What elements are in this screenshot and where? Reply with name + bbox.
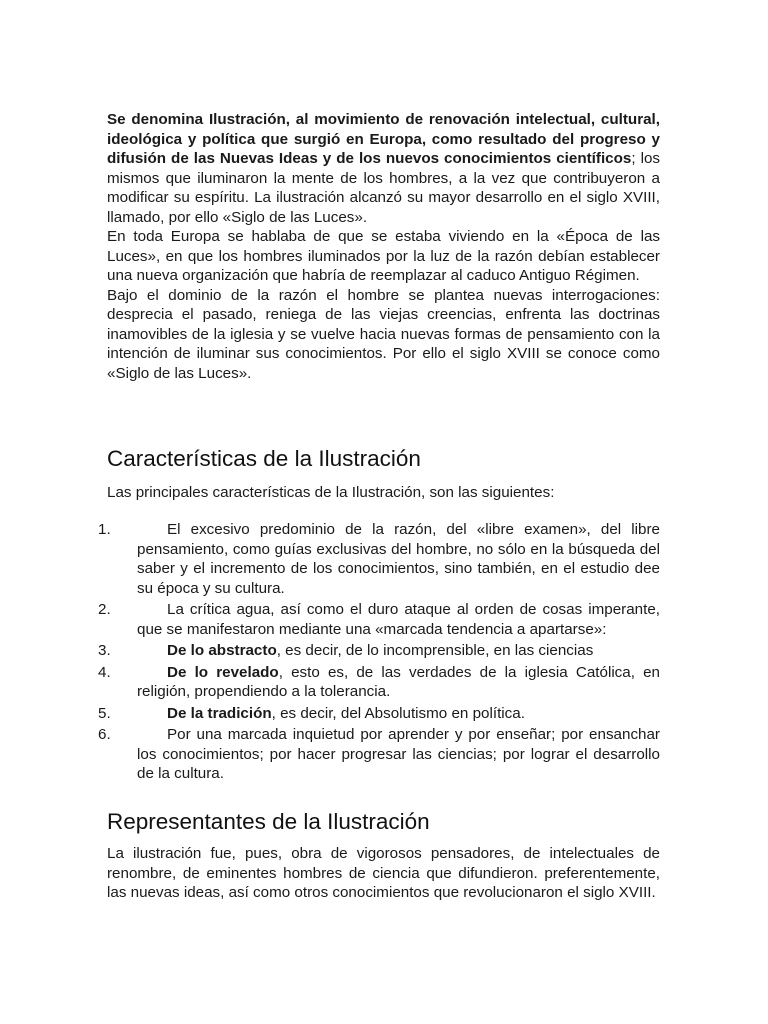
- list-item-text: Por una marcada inquietud por aprender y por enseñar; por ensanchar los conocimientos; por hacer progresar las ciencias; por lograr el desarrollo de la cultura.: [137, 726, 660, 782]
- list-item-text: , es decir, de lo incomprensible, en las ciencias: [276, 642, 594, 659]
- section-heading-representantes: Representantes de la Ilustración: [107, 809, 430, 834]
- list-item-bold-lead: De la tradición: [167, 704, 272, 722]
- list-item: [98, 600, 660, 639]
- intro-paragraph-3: Bajo el dominio de la razón el hombre se plantea nuevas interrogaciones: desprecia el pasado, reniega de las viejas creencias, enfrenta las doctrinas inamovibles de la iglesia y se vuelve hacia nuevas formas de pensamiento con la intención de iluminar sus conocimientos. Por ello el siglo XVIII se conoce como «Siglo de las Luces».: [107, 286, 660, 382]
- section-heading-caracteristicas: Características de la Ilustración: [107, 446, 421, 471]
- list-item: [98, 704, 660, 724]
- list-item-number: 1.: [98, 521, 111, 538]
- list-item-bold-lead: De lo revelado: [167, 663, 279, 681]
- list-item-number: 3.: [98, 642, 111, 659]
- intro-rest: ; los mismos que iluminaron la mente de los hombres, a la vez que contribuyeron a modificar su espíritu. La ilustración alcanzó su mayor desarrollo en el siglo XVIII, llamado, por ello «Siglo de las Luces».: [107, 150, 660, 226]
- list-item-number: 4.: [98, 663, 111, 681]
- section-lead: Las principales características de la Ilustración, son las siguientes:: [107, 484, 555, 501]
- list-item: [98, 520, 660, 598]
- list-item-text: , esto es, de las verdades de la iglesia Católica, en religión, propendiendo a la tolerancia.: [137, 663, 660, 700]
- list-item: [98, 663, 660, 702]
- list-item: [98, 641, 660, 661]
- list-item-number: 5.: [98, 704, 111, 722]
- list-item-bold-lead: De lo abstracto: [167, 642, 277, 659]
- list-item: [98, 725, 660, 784]
- list-item-number: 6.: [98, 726, 111, 743]
- list-item-text: El excesivo predominio de la razón, del «libre examen», del libre pensamiento, como guías exclusivas del hombre, no sólo en la búsqueda del saber y el incremento de los conocimientos, sino también, en el estudio dee su época y su cultura.: [137, 521, 660, 597]
- representantes-paragraph: La ilustración fue, pues, obra de vigorosos pensadores, de intelectuales de renombre, de eminentes hombres de ciencia que difundieron. preferentemente, las nuevas ideas, así como otros conocimientos que revolucionaron el siglo XVIII.: [107, 845, 660, 901]
- list-item-number: 2.: [98, 601, 111, 618]
- intro-paragraph-1: [107, 110, 660, 227]
- intro-section: [107, 110, 660, 383]
- list-item-text: , es decir, del Absolutismo en política.: [271, 704, 525, 722]
- characteristics-list: [98, 520, 660, 786]
- list-item-text: La crítica agua, así como el duro ataque al orden de cosas imperante, que se manifestaron mediante una «marcada tendencia a apartarse»:: [137, 601, 660, 638]
- intro-paragraph-2: En toda Europa se hablaba de que se estaba viviendo en la «Época de las Luces», en que los hombres iluminados por la luz de la razón debían establecer una nueva organización que habría de reemplazar al caduco Antiguo Régimen.: [107, 228, 660, 284]
- intro-bold-lead: Se denomina Ilustración, al movimiento de renovación intelectual, cultural, ideológica y política que surgió en Europa, como resultado del progreso y difusión de las Nuevas Ideas y de los nuevos conocimientos científicos: [107, 111, 660, 167]
